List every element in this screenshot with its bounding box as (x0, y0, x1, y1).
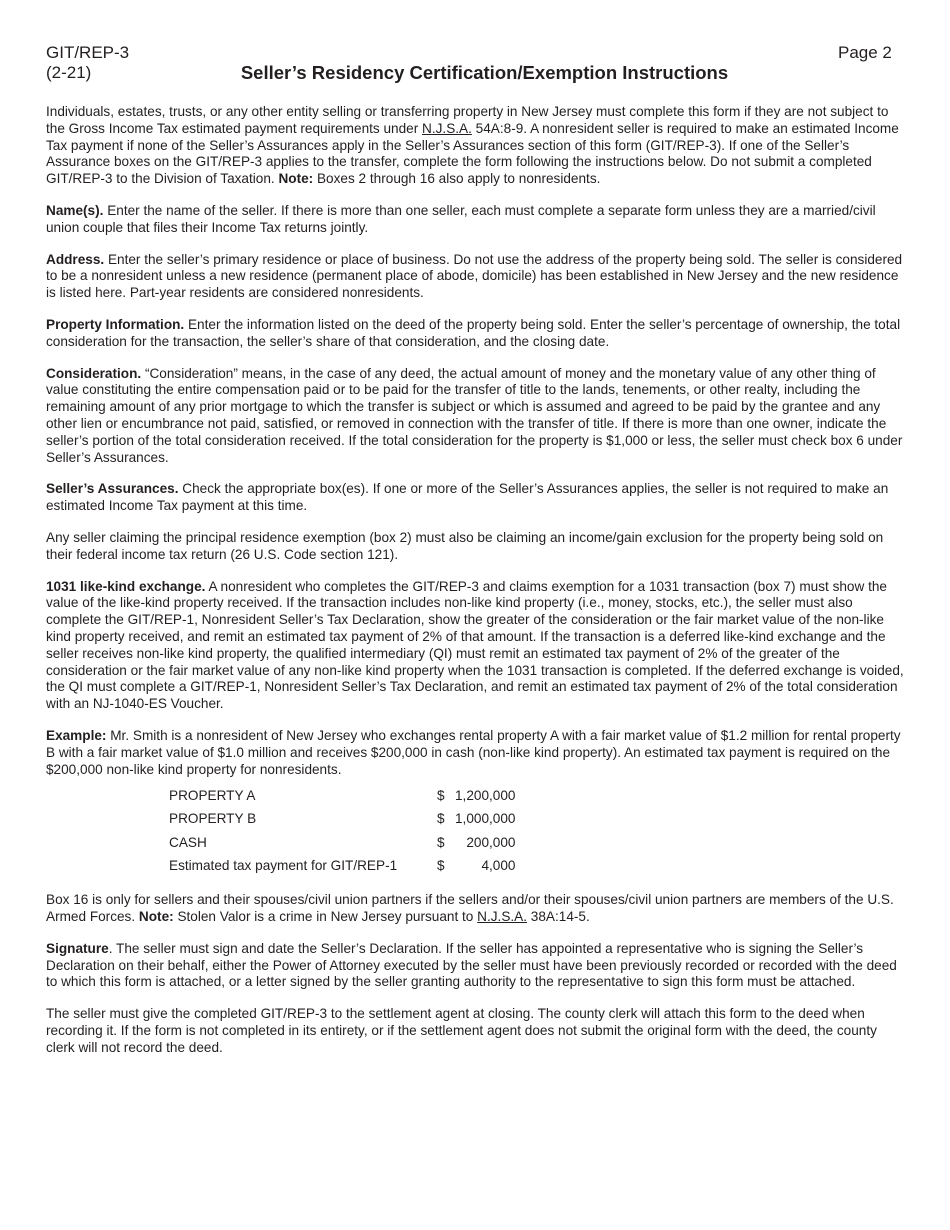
row-label: CASH (169, 834, 207, 850)
row-amount: 4,000 (481, 858, 516, 874)
note-label: Note: (138, 909, 174, 925)
table-row (169, 808, 515, 832)
table-row (169, 784, 515, 808)
table-row (169, 855, 515, 879)
row-amount: 1,200,000 (455, 787, 516, 803)
intro-paragraph (46, 104, 906, 188)
example-heading: Example: (46, 727, 107, 743)
signature-paragraph (46, 941, 906, 991)
property-info-heading: Property Information. (46, 316, 185, 332)
row-currency: $ (437, 834, 445, 850)
row-label: PROPERTY B (169, 811, 257, 827)
names-paragraph (46, 203, 906, 237)
exchange-1031-heading: 1031 like-kind exchange. (46, 578, 206, 594)
row-amount: 1,000,000 (455, 811, 516, 827)
settlement-paragraph: The seller must give the completed GIT/REP-3 to the settlement agent at closing. The county clerk will attach this form to the deed when recording it. If the form is not completed in its entirety, or if the settlement agent does not submit the original form with the deed, the county clerk will not record the deed. (46, 1006, 877, 1055)
row-currency: $ (437, 858, 445, 874)
assurances-paragraph (46, 481, 906, 515)
note-text: Boxes 2 through 16 also apply to nonresidents. (313, 171, 601, 187)
example-table (169, 784, 515, 878)
page-number: Page 2 (838, 43, 892, 62)
assurances-text: Check the appropriate box(es). If one or more of the Seller’s Assurances applies, the seller is not required to make an estimated Income Tax payment at this time. (46, 481, 889, 514)
page-title: Seller’s Residency Certification/Exemption Instructions (240, 62, 729, 83)
address-paragraph (46, 252, 906, 302)
principal-residence-paragraph: Any seller claiming the principal residence exemption (box 2) must also be claiming an income/gain exclusion for the property being sold on their federal income tax return (26 U.S. Code section 121). (46, 529, 884, 562)
assurances-heading: Seller’s Assurances. (46, 481, 179, 497)
intro-text: Individuals, estates, trusts, or any other entity selling or transferring property in New Jersey must complete this form if they are not subject to the Gross Income Tax estimated payment requirements under (46, 104, 889, 136)
statute-reference: N.J.S.A. (422, 120, 472, 136)
statute-reference: N.J.S.A. (477, 909, 528, 925)
property-info-text: Enter the information listed on the deed of the property being sold. Enter the seller’s percentage of ownership, the total consideration for the transaction, the seller’s share of that consideration, and the closing date. (46, 316, 901, 349)
box16-text: Box 16 is only for sellers and their spouses/civil union partners if the sellers and/or their spouses/civil union partners are members of the U.S. Armed Forces. (46, 892, 894, 925)
box16-paragraph (46, 892, 906, 926)
consideration-heading: Consideration. (46, 365, 142, 381)
instructions-body (46, 104, 906, 1072)
signature-text: . The seller must sign and date the Seller’s Declaration. If the seller has appointed a representative who is signing the Seller’s Declaration on their behalf, either the Power of Attorney executed by the seller must have been previously recorded or recorded with the deed to which this form is attached, or a letter signed by the seller granting authority to the representative to sign this form must be attached. (46, 940, 897, 990)
box16-text-end: 38A:14-5. (527, 909, 590, 925)
row-amount: 200,000 (466, 834, 516, 850)
consideration-text: “Consideration” means, in the case of any deed, the actual amount of money and the monetary value of any other thing of value constituting the entire compensation paid or to be paid for the transfer of title to the lands, tenements, or other realty, including the remaining amount of any prior mortgage to which the transfer is subject or which is assumed and agreed to be paid by the grantee and any other lien or encumbrance not paid, satisfied, or removed in connection with the transfer of title. If there is more than one owner, indicate the seller’s portion of the total consideration received. If the total consideration for the property is $1,000 or less, the seller must check box 6 under Seller’s Assurances. (46, 365, 903, 465)
form-revision: (2-21) (46, 63, 92, 82)
row-currency: $ (437, 811, 445, 827)
row-currency: $ (437, 787, 445, 803)
address-text: Enter the seller’s primary residence or place of business. Do not use the address of the property being sold. The seller is considered to be a nonresident unless a new residence (permanent place of abode, domicile) has been established in New Jersey and the new residence is listed here. Part-year residents are considered nonresidents. (46, 251, 903, 301)
note-label: Note: (278, 171, 314, 187)
form-id: GIT/REP-3 (46, 43, 130, 62)
exchange-1031-paragraph (46, 579, 906, 713)
example-paragraph (46, 728, 906, 778)
row-label: PROPERTY A (169, 787, 256, 803)
example-text: Mr. Smith is a nonresident of New Jersey who exchanges rental property A with a fair market value of $1.2 million for rental property B with a fair market value of $1.0 million and receives $200,000 in cash (non-like kind property). An estimated tax payment is required on the $200,000 non-like kind property for nonresidents. (46, 727, 901, 777)
intro-text-continued: 54A:8-9. A nonresident seller is required to make an estimated Income Tax payment if none of the Seller’s Assurances apply in the Seller’s Assurances section of this form (GIT/REP-3). If one of the Seller’s Assurance boxes on the GIT/REP-3 applies to the transfer, complete the form following the instructions below. Do not submit a completed GIT/REP-3 to the Division of Taxation. (46, 120, 899, 187)
address-heading: Address. (46, 251, 105, 267)
box16-text-continued: Stolen Valor is a crime in New Jersey pursuant to (173, 909, 478, 925)
table-row (169, 831, 515, 855)
names-heading: Name(s). (46, 202, 104, 218)
signature-heading: Signature (46, 940, 109, 956)
names-text: Enter the name of the seller. If there is more than one seller, each must complete a separate form unless they are a married/civil union couple that files their Income Tax returns jointly. (46, 202, 876, 235)
consideration-paragraph (46, 366, 906, 467)
property-info-paragraph (46, 317, 906, 351)
row-label: Estimated tax payment for GIT/REP-1 (169, 858, 398, 874)
exchange-1031-text: A nonresident who completes the GIT/REP-3 and claims exemption for a 1031 transaction (box 7) must show the value of the like-kind property received. If the transaction includes non-like kind property (i.e., money, stocks, etc.), the seller must also complete the GIT/REP-1, Nonresident Seller’s Tax Declaration, show the greater of the consideration or the fair market value of the non-like kind property received, and remit an estimated tax payment of 2% of that amount. If the transaction is a deferred like-kind exchange and the seller receives non-like kind property, the qualified intermediary (QI) must remit an estimated tax payment of 2% of the greater of the consideration or the fair market value of any non-like kind property when the 1031 transaction is completed. If the deferred exchange is voided, the QI must complete a GIT/REP-1, Nonresident Seller’s Tax Declaration, and remit an estimated tax payment of 2% of the total consideration with an NJ-1040-ES Voucher. (46, 578, 904, 712)
